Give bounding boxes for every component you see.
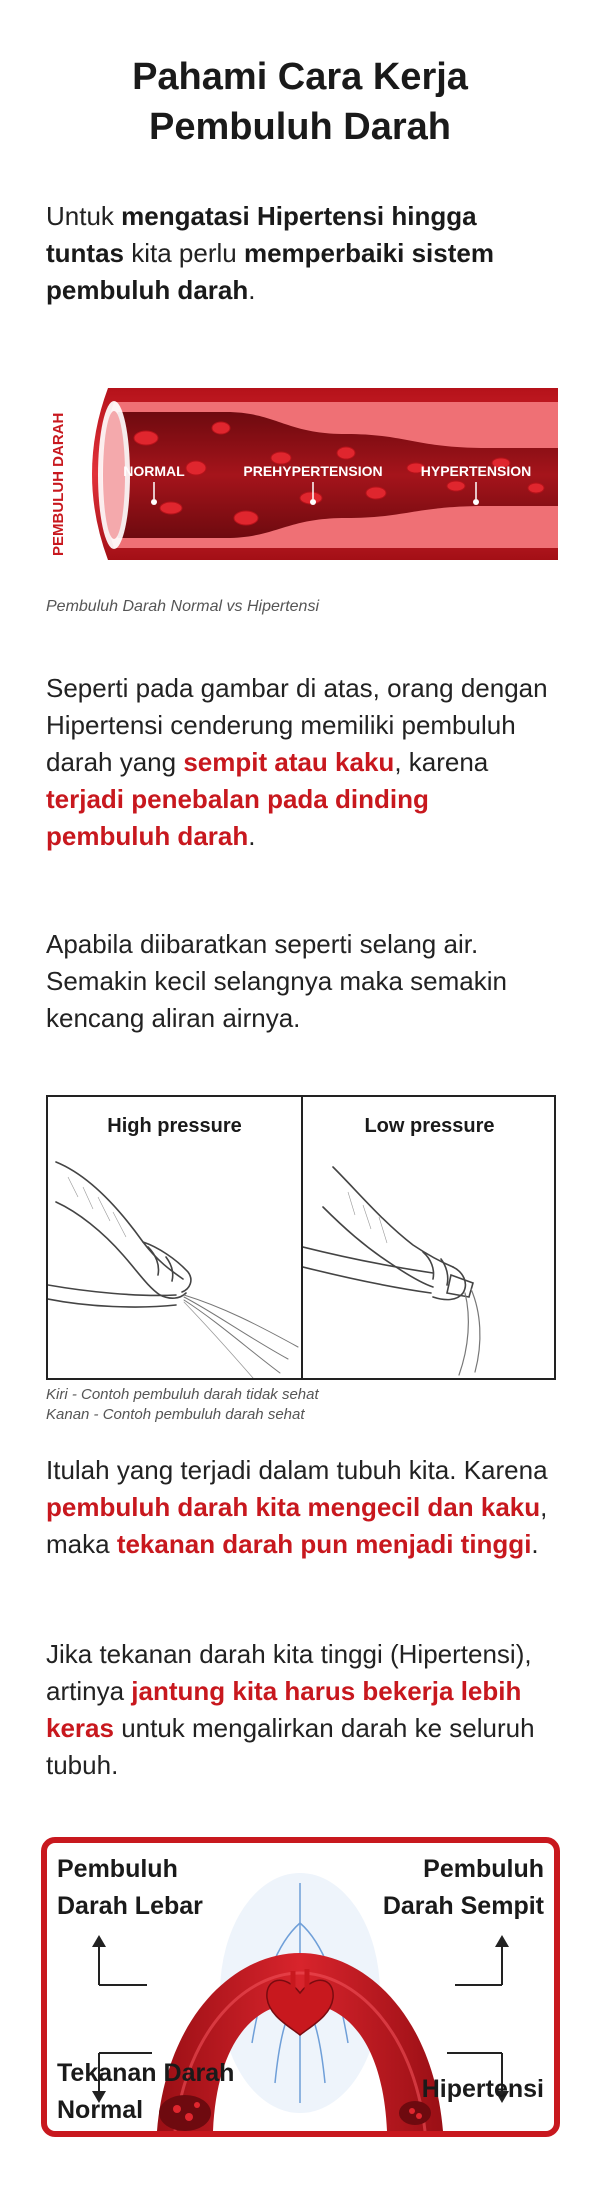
p2-text-3: . <box>248 821 256 851</box>
page-title <box>0 52 600 152</box>
vessel-label-normal: NORMAL <box>123 463 185 479</box>
intro-bold-1: mengatasi Hipertensi hingga tuntas <box>46 201 477 268</box>
paragraph-3: Apabila diibaratkan seperti selang air. Semakin kecil selangnya maka semakin kencang aliran airnya. <box>46 929 507 1033</box>
paragraph-5 <box>46 1636 556 1784</box>
label-narrow-vessel-line-2: Darah Sempit <box>382 1892 544 1920</box>
label-narrow-vessel <box>383 1851 544 1925</box>
label-wide-vessel-line-2: Darah Lebar <box>57 1892 203 1920</box>
hose-caption <box>46 1385 319 1425</box>
high-pressure-label: High pressure <box>107 1115 242 1137</box>
intro-text-3: . <box>248 275 256 305</box>
vessel-label-prehypertension: PREHYPERTENSION <box>243 463 383 479</box>
hand-hose-high-pressure-drawing <box>48 1097 301 1378</box>
title-line-1: Pahami Cara Kerja <box>132 56 468 98</box>
p4-text-2: , maka <box>46 1492 548 1559</box>
label-narrow-vessel-line-1: Pembuluh <box>423 1855 544 1883</box>
blood-vessel-illustration <box>46 368 558 568</box>
p2-red-2: terjadi penebalan pada dinding pembuluh darah <box>46 784 429 851</box>
hose-panel-high <box>48 1097 303 1378</box>
label-wide-vessel <box>57 1851 203 1925</box>
intro-bold-2: memperbaiki sistem pembuluh darah <box>46 238 494 305</box>
vessel-side-label: PEMBULUH DARAH <box>50 412 67 556</box>
label-wide-vessel-line-1: Pembuluh <box>57 1855 178 1883</box>
p5-text-1: Jika tekanan darah kita tinggi (Hipertensi), artinya <box>46 1639 532 1706</box>
label-normal-pressure-line-2: Normal <box>57 2096 144 2124</box>
p2-text-1: Seperti pada gambar di atas, orang dengan Hipertensi cenderung memiliki pembuluh darah yang <box>46 673 548 777</box>
heart-vessel-figure <box>41 1837 560 2137</box>
p4-text-3: . <box>531 1529 539 1559</box>
paragraph-2 <box>46 670 556 855</box>
hose-caption-line-2: Kanan - Contoh pembuluh darah sehat <box>46 1406 305 1423</box>
p2-red-1: sempit atau kaku <box>183 747 395 777</box>
label-hypertension: Hipertensi <box>421 2075 544 2103</box>
hose-comparison-figure <box>46 1095 556 1380</box>
hose-panel-low <box>303 1097 556 1378</box>
vessel-caption: Pembuluh Darah Normal vs Hipertensi <box>46 598 319 615</box>
intro-text-1: Untuk <box>46 201 122 231</box>
hand-hose-low-pressure-drawing <box>303 1097 556 1378</box>
p2-text-2: , karena <box>394 747 489 777</box>
label-normal-pressure-line-1: Tekanan Darah <box>57 2059 235 2087</box>
paragraph-4 <box>46 1452 556 1563</box>
label-normal-pressure <box>57 2055 234 2129</box>
p4-text-1: Itulah yang terjadi dalam tubuh kita. Karena <box>46 1455 548 1485</box>
p4-red-2: tekanan darah pun menjadi tinggi <box>116 1529 532 1559</box>
intro-text-2: kita perlu <box>124 238 244 268</box>
p5-text-2: untuk mengalirkan darah ke seluruh tubuh. <box>46 1713 535 1780</box>
p4-red-1: pembuluh darah kita mengecil dan kaku <box>46 1492 541 1522</box>
intro-paragraph <box>46 198 556 309</box>
title-line-2: Pembuluh Darah <box>149 106 451 148</box>
p5-red-1: jantung kita harus bekerja lebih keras <box>46 1676 522 1743</box>
low-pressure-label: Low pressure <box>364 1115 495 1137</box>
hose-caption-line-1: Kiri - Contoh pembuluh darah tidak sehat <box>46 1386 319 1403</box>
vessel-label-hypertension: HYPERTENSION <box>420 463 532 479</box>
